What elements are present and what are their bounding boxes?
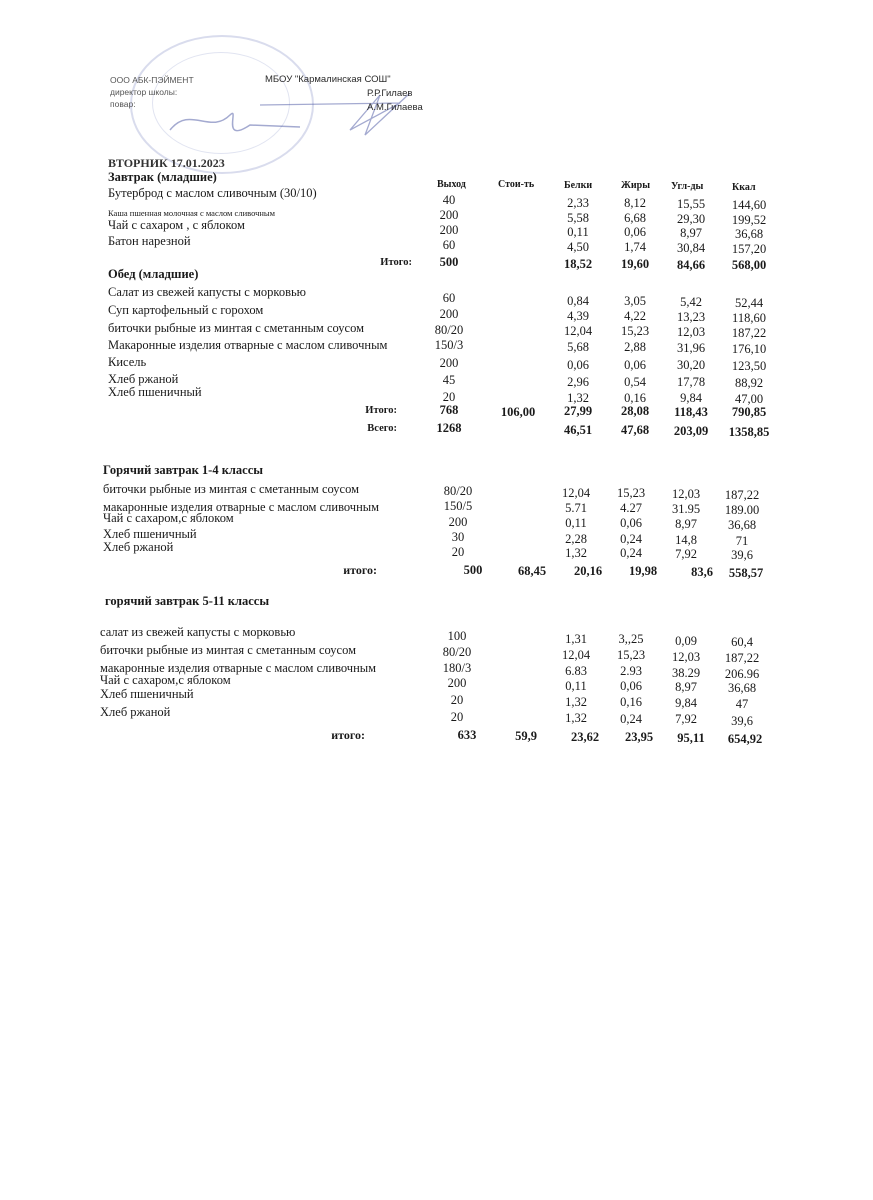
total-label: итого: <box>343 563 377 577</box>
cell-carbs: 17,78 <box>676 375 706 389</box>
cell-kcal: 47,00 <box>734 392 764 406</box>
section-title-hot-breakfast-5-11: горячий завтрак 5-11 классы <box>105 594 270 608</box>
total-carbs: 83,6 <box>691 565 713 579</box>
grand-total-fat: 47,68 <box>620 423 650 437</box>
total-output: 633 <box>457 728 477 742</box>
total-kcal: 568,00 <box>731 258 767 272</box>
dish-name: Хлеб ржаной <box>100 705 171 719</box>
cell-kcal: 36,68 <box>734 227 764 241</box>
school-name: МБОУ "Кармалинская СОШ" <box>265 74 391 85</box>
cell-fat: 0,24 <box>620 712 642 726</box>
dish-name: Кисель <box>108 355 147 369</box>
cell-output: 30 <box>451 530 465 544</box>
cell-fat: 15,23 <box>620 324 650 338</box>
cell-protein: 12,04 <box>561 648 591 662</box>
cell-protein: 0,84 <box>567 294 589 308</box>
grand-total-kcal: 1358,85 <box>728 425 770 439</box>
cell-carbs: 9,84 <box>680 391 702 405</box>
dish-name: Чай с сахаром , с яблоком <box>108 218 245 232</box>
cell-protein: 1,32 <box>565 546 587 560</box>
cell-output: 80/20 <box>443 484 473 498</box>
director-label: директор школы: <box>110 87 178 97</box>
total-protein: 20,16 <box>573 564 603 578</box>
total-kcal: 790,85 <box>731 405 767 419</box>
cell-carbs: 31.95 <box>671 502 701 516</box>
cell-kcal: 187,22 <box>731 326 767 340</box>
cell-output: 150/5 <box>443 499 473 513</box>
director-name: Р.Р.Гилаев <box>367 88 413 99</box>
cell-carbs: 14,8 <box>675 533 697 547</box>
cell-protein: 0,06 <box>567 358 589 372</box>
cell-carbs: 12,03 <box>671 487 701 501</box>
dish-name: биточки рыбные из минтая с сметанным соусом <box>100 643 356 657</box>
cell-carbs: 9,84 <box>675 696 697 710</box>
total-fat: 23,95 <box>624 730 654 744</box>
col-header-cost: Стои-ть <box>498 179 535 190</box>
grand-total-output: 1268 <box>436 421 462 435</box>
cell-kcal: 187,22 <box>724 488 760 502</box>
cell-carbs: 0,09 <box>675 634 697 648</box>
cell-fat: 0,06 <box>624 358 646 372</box>
total-carbs: 118,43 <box>674 405 708 419</box>
col-header-protein: Белки <box>564 180 593 191</box>
total-cost: 106,00 <box>500 405 536 419</box>
cell-output: 200 <box>439 223 459 237</box>
total-output: 500 <box>439 255 459 269</box>
cell-kcal: 88,92 <box>734 376 764 390</box>
cell-kcal: 39,6 <box>731 714 753 728</box>
total-label: итого: <box>331 728 365 742</box>
cell-protein: 4,50 <box>567 240 589 254</box>
cell-fat: 0,06 <box>624 225 646 239</box>
cell-fat: 4,22 <box>624 309 646 323</box>
cell-output: 60 <box>442 291 456 305</box>
cell-fat: 3,,25 <box>618 632 644 646</box>
cell-fat: 0,24 <box>620 546 642 560</box>
cell-fat: 0,06 <box>620 516 642 530</box>
dish-name: Хлеб ржаной <box>103 540 174 554</box>
cell-carbs: 29,30 <box>676 212 706 226</box>
cell-carbs: 30,20 <box>676 358 706 372</box>
dish-name: салат из свежей капусты с морковью <box>100 625 296 639</box>
dish-name: Салат из свежей капусты с морковью <box>108 285 307 299</box>
section-title-breakfast-junior: Завтрак (младшие) <box>108 170 217 184</box>
col-header-kcal: Ккал <box>732 182 756 193</box>
cell-carbs: 12,03 <box>671 650 701 664</box>
col-header-fat: Жиры <box>621 180 651 191</box>
cell-protein: 6.83 <box>565 664 587 678</box>
cell-kcal: 36,68 <box>727 681 757 695</box>
dish-name: Батон нарезной <box>108 234 191 248</box>
signature-scribble <box>150 75 440 155</box>
cell-kcal: 176,10 <box>731 342 767 356</box>
cell-fat: 0,24 <box>620 532 642 546</box>
cell-fat: 2.93 <box>620 664 642 678</box>
total-cost: 68,45 <box>517 564 547 578</box>
cell-protein: 12,04 <box>563 324 593 338</box>
cell-protein: 5,68 <box>567 340 589 354</box>
section-title-hot-breakfast-1-4: Горячий завтрак 1-4 классы <box>103 463 264 477</box>
cell-fat: 2,88 <box>624 340 646 354</box>
dish-name: биточки рыбные из минтая с сметанным соусом <box>108 321 364 335</box>
cell-kcal: 157,20 <box>731 242 767 256</box>
cell-carbs: 12,03 <box>676 325 706 339</box>
total-protein: 23,62 <box>570 730 600 744</box>
cell-output: 20 <box>442 390 456 404</box>
cell-output: 80/20 <box>442 645 472 659</box>
cell-output: 40 <box>442 193 456 207</box>
cell-output: 20 <box>450 710 464 724</box>
cell-output: 200 <box>439 208 459 222</box>
cook-name: А.М.Гилаева <box>367 102 423 113</box>
total-kcal: 654,92 <box>727 732 763 746</box>
cell-kcal: 52,44 <box>734 296 764 310</box>
total-protein: 18,52 <box>563 257 593 271</box>
cell-protein: 1,32 <box>565 695 587 709</box>
cell-carbs: 8,97 <box>675 680 697 694</box>
cell-carbs: 13,23 <box>676 310 706 324</box>
cell-output: 180/3 <box>442 661 472 675</box>
cell-carbs: 31,96 <box>676 341 706 355</box>
cell-protein: 0,11 <box>567 225 589 239</box>
total-fat: 19,60 <box>620 257 650 271</box>
cell-carbs: 30,84 <box>676 241 706 255</box>
section-title-lunch-junior: Обед (младшие) <box>108 267 199 281</box>
cell-kcal: 123,50 <box>731 359 767 373</box>
dish-name: Хлеб пшеничный <box>108 385 202 399</box>
cell-fat: 4.27 <box>620 501 642 515</box>
dish-name: биточки рыбные из минтая с сметанным соусом <box>103 482 359 496</box>
company-name: ООО АБК-ПЭЙМЕНТ <box>110 75 194 85</box>
cell-kcal: 206.96 <box>724 667 760 681</box>
cell-output: 60 <box>442 238 456 252</box>
dish-name: Чай с сахаром,с яблоком <box>103 511 234 525</box>
dish-name: Суп картофельный с горохом <box>108 303 264 317</box>
total-fat: 28,08 <box>620 404 650 418</box>
cell-carbs: 7,92 <box>675 547 697 561</box>
cell-output: 100 <box>447 629 467 643</box>
total-carbs: 95,11 <box>677 731 705 745</box>
cell-protein: 1,32 <box>567 391 589 405</box>
cell-kcal: 187,22 <box>724 651 760 665</box>
total-protein: 27,99 <box>563 404 593 418</box>
col-header-carbs: Угл-ды <box>671 181 704 192</box>
total-output: 768 <box>439 403 459 417</box>
cell-fat: 3,05 <box>624 294 646 308</box>
cell-output: 80/20 <box>434 323 464 337</box>
cell-fat: 0,54 <box>624 375 646 389</box>
dish-name: Хлеб пшеничный <box>103 527 197 541</box>
cell-fat: 0,06 <box>620 679 642 693</box>
cell-output: 20 <box>451 545 465 559</box>
grand-total-label: Всего: <box>367 423 397 434</box>
cell-protein: 0,11 <box>565 516 587 530</box>
cell-output: 200 <box>439 307 459 321</box>
total-output: 500 <box>463 563 483 577</box>
cell-output: 20 <box>450 693 464 707</box>
cell-kcal: 39,6 <box>731 548 753 562</box>
dish-name: макаронные изделия отварные с маслом сливочным <box>103 500 380 514</box>
cell-protein: 2,28 <box>565 532 587 546</box>
cell-kcal: 118,60 <box>732 311 766 325</box>
dish-name: Хлеб пшеничный <box>100 687 194 701</box>
dish-name: Бутерброд с маслом сливочным (30/10) <box>108 186 317 200</box>
cell-carbs: 7,92 <box>675 712 697 726</box>
cell-kcal: 144,60 <box>731 198 767 212</box>
cell-fat: 15,23 <box>616 648 646 662</box>
cell-carbs: 15,55 <box>676 197 706 211</box>
cell-carbs: 38.29 <box>671 666 701 680</box>
cell-protein: 4,39 <box>567 309 589 323</box>
dish-name: Каша пшенная молочная с маслом сливочным <box>108 208 276 218</box>
cell-output: 45 <box>442 373 456 387</box>
cell-protein: 5,58 <box>567 211 589 225</box>
cell-protein: 5.71 <box>565 501 587 515</box>
dish-name: Макаронные изделия отварные с маслом сливочным <box>108 338 388 352</box>
cell-protein: 2,33 <box>567 196 589 210</box>
cell-protein: 0,11 <box>565 679 587 693</box>
dish-name: Хлеб ржаной <box>108 372 179 386</box>
total-label: Итого: <box>380 257 412 268</box>
total-carbs: 84,66 <box>676 258 706 272</box>
cell-kcal: 199,52 <box>731 213 767 227</box>
cell-fat: 6,68 <box>624 211 646 225</box>
cell-fat: 0,16 <box>620 695 642 709</box>
total-fat: 19,98 <box>628 564 658 578</box>
cell-output: 150/3 <box>434 338 464 352</box>
cell-kcal: 60,4 <box>731 635 753 649</box>
cell-output: 200 <box>448 515 468 529</box>
cell-kcal: 71 <box>735 534 749 548</box>
cell-protein: 2,96 <box>567 375 589 389</box>
total-label: Итого: <box>365 405 397 416</box>
dish-name: макаронные изделия отварные с маслом сливочным <box>100 661 377 675</box>
cell-protein: 1,31 <box>565 632 587 646</box>
cell-protein: 12,04 <box>561 486 591 500</box>
cell-output: 200 <box>447 676 467 690</box>
cell-carbs: 5,42 <box>680 295 702 309</box>
cell-fat: 0,16 <box>624 391 646 405</box>
total-cost: 59,9 <box>515 729 537 743</box>
cell-kcal: 47 <box>735 697 749 711</box>
cell-fat: 8,12 <box>624 196 646 210</box>
grand-total-protein: 46,51 <box>563 423 593 437</box>
cook-label: повар: <box>110 99 136 109</box>
cell-output: 200 <box>439 356 459 370</box>
col-header-output: Выход <box>437 179 466 190</box>
cell-carbs: 8,97 <box>680 226 702 240</box>
cell-fat: 15,23 <box>616 486 646 500</box>
cell-fat: 1,74 <box>624 240 646 254</box>
dish-name: Чай с сахаром,с яблоком <box>100 673 231 687</box>
grand-total-carbs: 203,09 <box>673 424 709 438</box>
cell-carbs: 8,97 <box>675 517 697 531</box>
total-kcal: 558,57 <box>728 566 764 580</box>
cell-kcal: 189.00 <box>724 503 760 517</box>
cell-protein: 1,32 <box>565 711 587 725</box>
cell-kcal: 36,68 <box>727 518 757 532</box>
menu-date: ВТОРНИК 17.01.2023 <box>108 156 225 170</box>
